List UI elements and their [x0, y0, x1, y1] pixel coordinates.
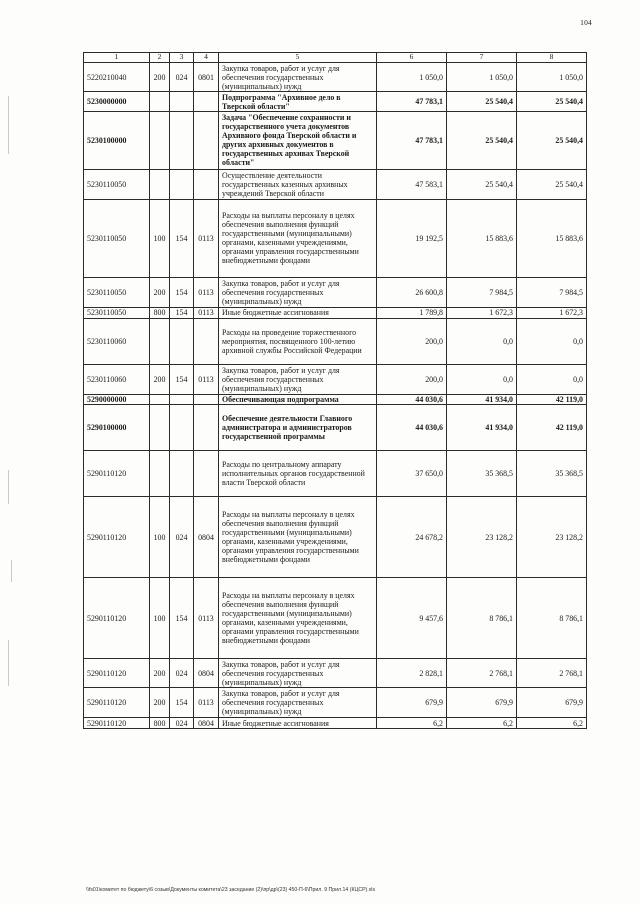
row-amount-year-1: 200,0 — [377, 318, 447, 364]
page-number: 104 — [580, 18, 592, 27]
row-amount-year-1: 1 789,8 — [377, 307, 447, 318]
row-code: 5290100000 — [84, 405, 150, 451]
row-amount-year-1: 47 783,1 — [377, 111, 447, 169]
scan-artifact — [8, 96, 9, 154]
row-department: 024 — [170, 63, 194, 92]
table-row — [84, 364, 587, 394]
header-col-5: 5 — [219, 53, 377, 63]
row-amount-year-2: 1 050,0 — [447, 63, 517, 92]
row-amount-year-2: 7 984,5 — [447, 277, 517, 307]
row-section: 0113 — [194, 578, 219, 659]
table-row — [84, 451, 587, 497]
row-code: 5290110120 — [84, 659, 150, 688]
row-section: 0801 — [194, 63, 219, 92]
row-description: Расходы на выплаты персоналу в целях обеспечения выполнения функций государственными (муниципальными) органами, казенными учреждениями, органами управления государственными внебюджетными фондами — [219, 578, 377, 659]
row-department: 024 — [170, 718, 194, 729]
row-department: 024 — [170, 659, 194, 688]
row-department — [170, 451, 194, 497]
row-amount-year-1: 24 678,2 — [377, 497, 447, 578]
row-amount-year-1: 6,2 — [377, 718, 447, 729]
row-amount-year-3: 2 768,1 — [517, 659, 587, 688]
row-amount-year-3: 23 128,2 — [517, 497, 587, 578]
row-amount-year-2: 25 540,4 — [447, 111, 517, 169]
row-amount-year-1: 2 828,1 — [377, 659, 447, 688]
row-amount-year-2: 25 540,4 — [447, 169, 517, 199]
row-expense-type: 100 — [150, 578, 170, 659]
row-section: 0804 — [194, 497, 219, 578]
row-amount-year-3: 1 672,3 — [517, 307, 587, 318]
row-amount-year-2: 35 368,5 — [447, 451, 517, 497]
row-description: Осуществление деятельности государственных казенных архивных учреждений Тверской области — [219, 169, 377, 199]
row-expense-type: 800 — [150, 718, 170, 729]
row-description: Закупка товаров, работ и услуг для обеспечения государственных (муниципальных) нужд — [219, 63, 377, 92]
row-description: Обеспечивающая подпрограмма — [219, 394, 377, 405]
header-col-7: 7 — [447, 53, 517, 63]
table-row — [84, 659, 587, 688]
row-description: Расходы на выплаты персоналу в целях обеспечения выполнения функций государственными (муниципальными) органами, казенными учреждениями, органами управления государственными внебюджетными фондами — [219, 199, 377, 277]
row-amount-year-3: 7 984,5 — [517, 277, 587, 307]
header-col-8: 8 — [517, 53, 587, 63]
table-row — [84, 718, 587, 729]
row-amount-year-2: 15 883,6 — [447, 199, 517, 277]
table-row — [84, 111, 587, 169]
row-code: 5230110050 — [84, 307, 150, 318]
row-section — [194, 318, 219, 364]
row-code: 5290110120 — [84, 688, 150, 718]
row-code: 5220210040 — [84, 63, 150, 92]
row-description: Расходы на выплаты персоналу в целях обеспечения выполнения функций государственными (муниципальными) органами, казенными учреждениями, органами управления государственными внебюджетными фондами — [219, 497, 377, 578]
row-department — [170, 92, 194, 112]
row-expense-type: 800 — [150, 307, 170, 318]
table-row — [84, 394, 587, 405]
row-expense-type — [150, 405, 170, 451]
row-section: 0113 — [194, 199, 219, 277]
row-amount-year-3: 25 540,4 — [517, 111, 587, 169]
scan-artifact — [11, 560, 12, 582]
row-amount-year-3: 0,0 — [517, 364, 587, 394]
row-department: 154 — [170, 199, 194, 277]
row-code: 5290110120 — [84, 578, 150, 659]
table-row — [84, 578, 587, 659]
row-department — [170, 394, 194, 405]
row-code: 5230110060 — [84, 364, 150, 394]
row-expense-type: 200 — [150, 659, 170, 688]
row-expense-type — [150, 169, 170, 199]
row-section: 0113 — [194, 688, 219, 718]
row-amount-year-3: 8 786,1 — [517, 578, 587, 659]
row-amount-year-1: 44 030,6 — [377, 405, 447, 451]
row-expense-type — [150, 394, 170, 405]
table-row — [84, 688, 587, 718]
row-amount-year-3: 0,0 — [517, 318, 587, 364]
budget-table — [83, 52, 587, 729]
header-col-3: 3 — [170, 53, 194, 63]
row-amount-year-3: 35 368,5 — [517, 451, 587, 497]
header-col-4: 4 — [194, 53, 219, 63]
row-amount-year-1: 679,9 — [377, 688, 447, 718]
row-code: 5290110120 — [84, 718, 150, 729]
row-expense-type: 100 — [150, 497, 170, 578]
row-code: 5230110060 — [84, 318, 150, 364]
row-expense-type: 200 — [150, 277, 170, 307]
row-department: 154 — [170, 307, 194, 318]
table-row — [84, 277, 587, 307]
table-row — [84, 307, 587, 318]
table-row — [84, 63, 587, 92]
table-row — [84, 169, 587, 199]
row-description: Закупка товаров, работ и услуг для обеспечения государственных (муниципальных) нужд — [219, 659, 377, 688]
row-amount-year-1: 47 783,1 — [377, 92, 447, 112]
row-amount-year-3: 42 119,0 — [517, 405, 587, 451]
row-amount-year-2: 41 934,0 — [447, 394, 517, 405]
row-section: 0113 — [194, 307, 219, 318]
row-code: 5230110050 — [84, 169, 150, 199]
row-amount-year-3: 15 883,6 — [517, 199, 587, 277]
row-section — [194, 111, 219, 169]
row-amount-year-2: 0,0 — [447, 364, 517, 394]
row-department: 024 — [170, 497, 194, 578]
row-amount-year-2: 679,9 — [447, 688, 517, 718]
row-description: Обеспечение деятельности Главного администратора и администраторов государственной программы — [219, 405, 377, 451]
row-amount-year-1: 19 192,5 — [377, 199, 447, 277]
row-section: 0804 — [194, 718, 219, 729]
row-description: Расходы по центральному аппарату исполнительных органов государственной власти Тверской области — [219, 451, 377, 497]
row-description: Задача "Обеспечение сохранности и государственного учета документов Архивного фонда Тверской области и других архивных документов в государственных архивах Тверской области" — [219, 111, 377, 169]
footer-file-path: \\fs01\комитет по бюджету\6 созыв\Документы комитета\23 заседание (2)\пр\др\(23) 450-П-6\Прил. 9 Прил.14 (КЦСР).xls — [86, 887, 376, 893]
row-expense-type — [150, 318, 170, 364]
row-amount-year-3: 42 119,0 — [517, 394, 587, 405]
row-department — [170, 405, 194, 451]
row-description: Закупка товаров, работ и услуг для обеспечения государственных (муниципальных) нужд — [219, 364, 377, 394]
header-col-1: 1 — [84, 53, 150, 63]
row-amount-year-1: 44 030,6 — [377, 394, 447, 405]
row-code: 5290110120 — [84, 497, 150, 578]
row-amount-year-1: 37 650,0 — [377, 451, 447, 497]
table-row — [84, 92, 587, 112]
row-section — [194, 169, 219, 199]
row-description: Закупка товаров, работ и услуг для обеспечения государственных (муниципальных) нужд — [219, 688, 377, 718]
row-department: 154 — [170, 578, 194, 659]
row-amount-year-1: 9 457,6 — [377, 578, 447, 659]
row-section — [194, 92, 219, 112]
row-amount-year-3: 679,9 — [517, 688, 587, 718]
row-expense-type: 200 — [150, 364, 170, 394]
row-description: Иные бюджетные ассигнования — [219, 307, 377, 318]
row-amount-year-2: 41 934,0 — [447, 405, 517, 451]
row-section: 0113 — [194, 364, 219, 394]
row-expense-type: 200 — [150, 688, 170, 718]
row-expense-type — [150, 111, 170, 169]
row-section — [194, 394, 219, 405]
row-amount-year-1: 200,0 — [377, 364, 447, 394]
row-expense-type — [150, 451, 170, 497]
row-description: Подпрограмма "Архивное дело в Тверской области" — [219, 92, 377, 112]
row-code: 5290110120 — [84, 451, 150, 497]
row-amount-year-3: 25 540,4 — [517, 169, 587, 199]
row-department — [170, 169, 194, 199]
row-department: 154 — [170, 277, 194, 307]
row-code: 5230110050 — [84, 199, 150, 277]
row-section — [194, 405, 219, 451]
row-amount-year-2: 6,2 — [447, 718, 517, 729]
row-expense-type — [150, 92, 170, 112]
row-amount-year-2: 1 672,3 — [447, 307, 517, 318]
row-amount-year-3: 1 050,0 — [517, 63, 587, 92]
row-amount-year-2: 2 768,1 — [447, 659, 517, 688]
row-amount-year-1: 1 050,0 — [377, 63, 447, 92]
row-description: Иные бюджетные ассигнования — [219, 718, 377, 729]
table-row — [84, 497, 587, 578]
row-description: Закупка товаров, работ и услуг для обеспечения государственных (муниципальных) нужд — [219, 277, 377, 307]
row-amount-year-1: 47 583,1 — [377, 169, 447, 199]
row-amount-year-2: 23 128,2 — [447, 497, 517, 578]
row-code: 5230110050 — [84, 277, 150, 307]
table-row — [84, 405, 587, 451]
row-department: 154 — [170, 688, 194, 718]
row-amount-year-3: 25 540,4 — [517, 92, 587, 112]
row-code: 5230000000 — [84, 92, 150, 112]
row-description: Расходы на проведение торжественного мероприятия, посвященного 100-летию архивной службы Российской Федерации — [219, 318, 377, 364]
row-expense-type: 200 — [150, 63, 170, 92]
scan-artifact — [8, 640, 9, 686]
header-col-6: 6 — [377, 53, 447, 63]
row-department: 154 — [170, 364, 194, 394]
row-amount-year-2: 0,0 — [447, 318, 517, 364]
row-amount-year-3: 6,2 — [517, 718, 587, 729]
table-header — [84, 53, 587, 63]
row-amount-year-1: 26 600,8 — [377, 277, 447, 307]
row-section — [194, 451, 219, 497]
table-row — [84, 199, 587, 277]
table-body — [84, 63, 587, 729]
row-department — [170, 318, 194, 364]
row-department — [170, 111, 194, 169]
row-code: 5290000000 — [84, 394, 150, 405]
table-row — [84, 318, 587, 364]
row-code: 5230100000 — [84, 111, 150, 169]
header-col-2: 2 — [150, 53, 170, 63]
header-row — [84, 53, 587, 63]
row-amount-year-2: 25 540,4 — [447, 92, 517, 112]
scan-artifact — [8, 470, 9, 504]
row-expense-type: 100 — [150, 199, 170, 277]
row-section: 0113 — [194, 277, 219, 307]
row-section: 0804 — [194, 659, 219, 688]
row-amount-year-2: 8 786,1 — [447, 578, 517, 659]
